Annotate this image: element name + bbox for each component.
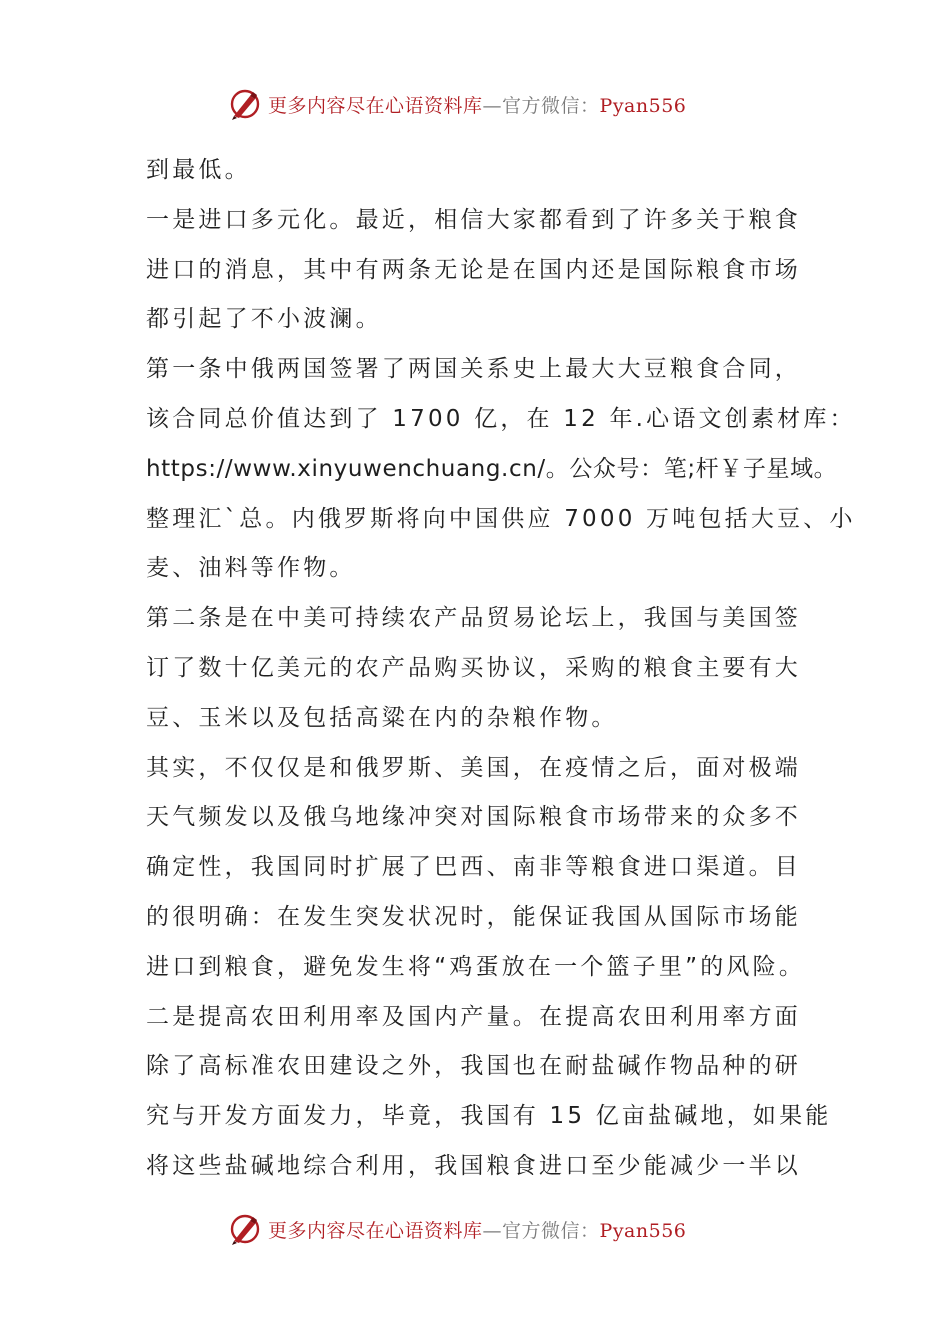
body-line: 都引起了不小波澜。 bbox=[146, 306, 382, 333]
body-line: 进口的消息，其中有两条无论是在国内还是国际粮食市场 bbox=[146, 256, 801, 283]
body-line: 该合同总价值达到了 1700 亿，在 12 年.心语文创素材库： bbox=[146, 405, 856, 432]
banner-text bbox=[268, 1216, 686, 1243]
body-line: 其实，不仅仅是和俄罗斯、美国，在疫情之后，面对极端 bbox=[146, 754, 801, 781]
body-line: 到最低。 bbox=[146, 157, 251, 183]
body-line: 将这些盐碱地综合利用，我国粮食进口至少能减少一半以 bbox=[146, 1152, 801, 1179]
header-banner bbox=[228, 84, 748, 124]
body-line: 整理汇`总。内俄罗斯将向中国供应 7000 万吨包括大豆、小 bbox=[146, 505, 856, 532]
footer-banner bbox=[228, 1209, 748, 1249]
body-line: 第二条是在中美可持续农产品贸易论坛上，我国与美国签 bbox=[146, 605, 801, 632]
body-line: 豆、玉米以及包括高粱在内的杂粮作物。 bbox=[146, 704, 618, 731]
pen-circle-logo-icon bbox=[228, 87, 262, 121]
banner-main-text: 更多内容尽在心语资料库 bbox=[268, 1219, 483, 1242]
body-line: 确定性，我国同时扩展了巴西、南非等粮食进口渠道。目 bbox=[146, 854, 801, 881]
body-line: 一是进口多元化。最近，相信大家都看到了许多关于粮食 bbox=[146, 206, 801, 233]
document-body bbox=[146, 146, 856, 1192]
body-line: 进口到粮食，避免发生将“鸡蛋放在一个篮子里”的风险。 bbox=[146, 953, 806, 980]
banner-main-text: 更多内容尽在心语资料库 bbox=[268, 94, 483, 117]
body-line: 麦、油料等作物。 bbox=[146, 555, 356, 582]
banner-dash: — bbox=[482, 1219, 503, 1242]
body-line: 除了高标准农田建设之外，我国也在耐盐碱作物品种的研 bbox=[146, 1053, 801, 1080]
banner-dash: — bbox=[482, 94, 503, 117]
banner-official-label: 官方微信： bbox=[502, 1219, 600, 1242]
banner-wechat-id: Pyan556 bbox=[599, 94, 687, 117]
body-line: 究与开发方面发力，毕竟，我国有 15 亿亩盐碱地，如果能 bbox=[146, 1103, 832, 1130]
body-line: 订了数十亿美元的农产品购买协议，采购的粮食主要有大 bbox=[146, 654, 801, 681]
banner-wechat-id: Pyan556 bbox=[599, 1219, 687, 1242]
body-line: 第一条中俄两国签署了两国关系史上最大大豆粮食合同， bbox=[146, 356, 801, 383]
body-line: 二是提高农田利用率及国内产量。在提高农田利用率方面 bbox=[146, 1003, 801, 1030]
banner-text bbox=[268, 91, 686, 118]
pen-circle-logo-icon bbox=[228, 1212, 262, 1246]
body-line: https://www.xinyuwenchuang.cn/。公众号：笔;杆￥子星域。 bbox=[146, 455, 838, 482]
banner-official-label: 官方微信： bbox=[502, 94, 600, 117]
body-line: 天气频发以及俄乌地缘冲突对国际粮食市场带来的众多不 bbox=[146, 804, 801, 831]
body-line: 的很明确：在发生突发状况时，能保证我国从国际市场能 bbox=[146, 903, 801, 930]
